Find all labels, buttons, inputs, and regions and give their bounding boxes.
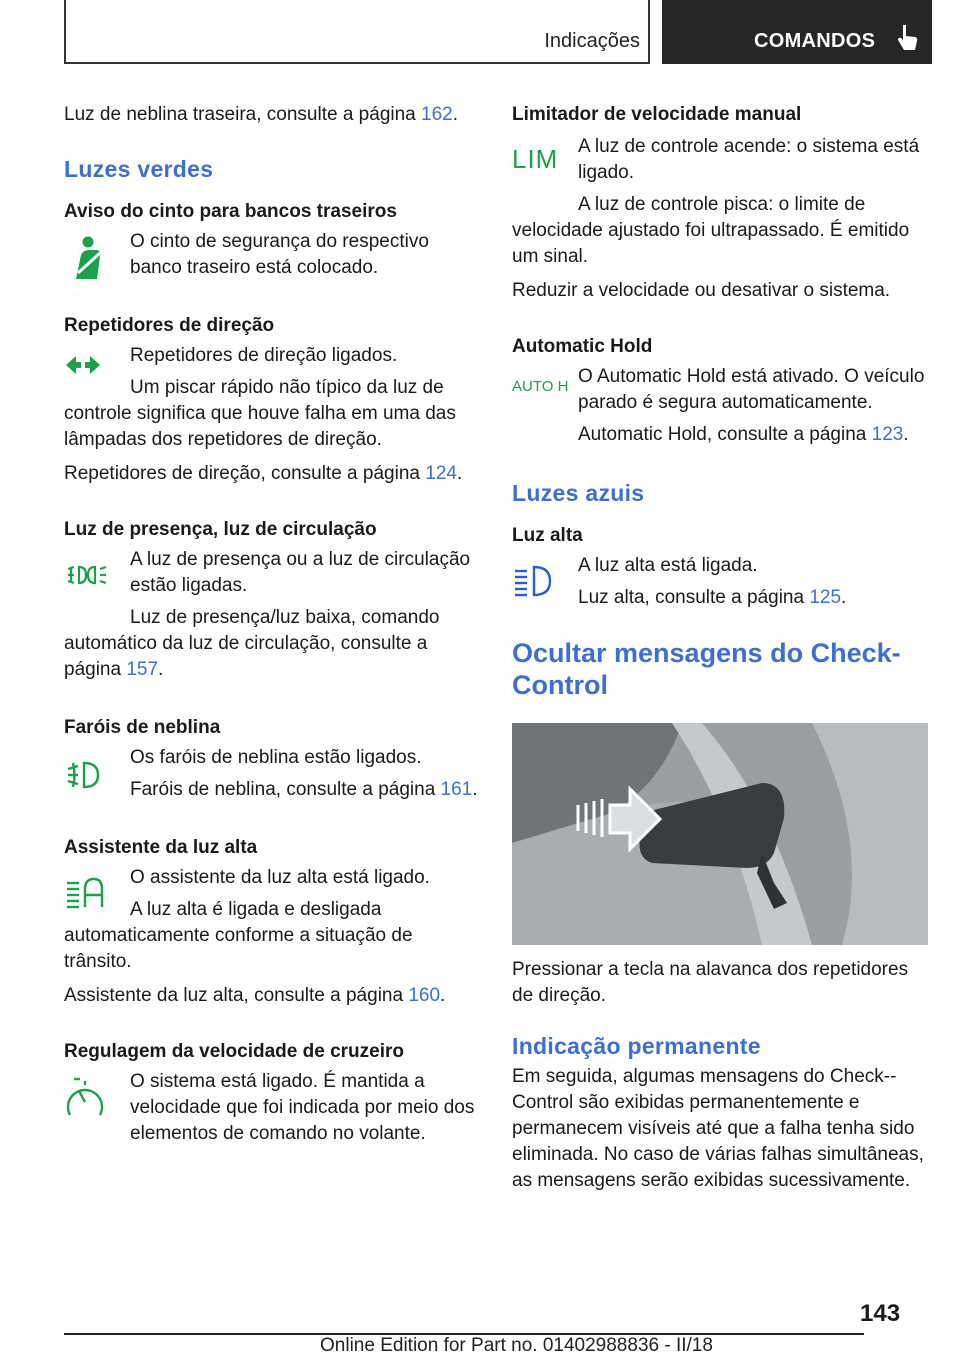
- header-rule-left: [64, 0, 66, 64]
- fog-lights-reference: Faróis de neblina, consulte a página 161.: [130, 779, 478, 800]
- seatbelt-icon: [64, 229, 130, 289]
- high-beam-assist-title: Assistente da luz alta: [64, 837, 258, 858]
- parking-lights-text1: A luz de presença ou a luz de circulação estão ligadas.: [130, 549, 471, 596]
- section-tab[interactable]: Indicações: [544, 30, 640, 52]
- turn-signals-text2: Um piscar rápido não típico da luz de controle significa que houve falha em uma das lâmpadas dos repetidores de direção.: [64, 377, 456, 450]
- parking-lights-title: Luz de presença, luz de circulação: [64, 519, 377, 540]
- header-rule-bottom: [64, 62, 650, 64]
- permanent-indication-heading: Indicação permanente: [512, 1033, 761, 1059]
- automatic-hold-title: Automatic Hold: [512, 336, 653, 357]
- seatbelt-title: Aviso do cinto para bancos traseiros: [64, 201, 397, 222]
- high-beam-assist-entry: [64, 865, 480, 975]
- chapter-tab[interactable]: [662, 0, 932, 64]
- permanent-indication-text: Em seguida, algumas mensagens do Check--Control são exibidas permanentemente e permanecem visíveis até que a falha tenha sido eliminada. No caso de várias falhas simultâneas, as mensagens serão exibidas sucessivamente.: [512, 1066, 924, 1191]
- page-link-125[interactable]: 125: [809, 587, 842, 608]
- hide-check-control-heading: Ocultar mensagens do Check-Control: [512, 638, 901, 700]
- turn-signal-stalk-illustration: [512, 723, 928, 945]
- high-beam-reference: Luz alta, consulte a página 125.: [578, 587, 847, 608]
- parking-lights-entry: [64, 547, 480, 683]
- turn-signals-reference: Repetidores de direção, consulte a página 124.: [64, 463, 463, 484]
- fog-rear-reference: Luz de neblina traseira, consulte a página 162.: [64, 104, 459, 125]
- cruise-control-icon: [64, 1069, 130, 1129]
- turn-signal-stalk-photo: [512, 723, 928, 945]
- left-column: [64, 100, 480, 1147]
- header-rule-right: [648, 0, 650, 64]
- page-number: 143: [860, 1300, 901, 1327]
- auto-hold-icon: AUTO H: [512, 378, 569, 395]
- hand-pointer-icon: [897, 24, 919, 52]
- speed-limiter-title: Limitador de velocidade manual: [512, 104, 802, 125]
- parking-lights-icon: [64, 547, 130, 607]
- cruise-control-title: Regulagem da velocidade de cruzeiro: [64, 1041, 404, 1062]
- automatic-hold-text1: O Automatic Hold está ativado. O veículo parado é segura automaticamente.: [578, 366, 925, 413]
- edition-footer: Online Edition for Part no. 01402988836 - II/18: [320, 1335, 713, 1356]
- speed-limiter-text2: A luz de controle pisca: o limite de velocidade ajustado foi ultrapassado. É emitido um sinal.: [512, 194, 910, 267]
- page-link-124[interactable]: 124: [425, 463, 457, 484]
- page-link-160[interactable]: 160: [408, 985, 441, 1006]
- page-link-123[interactable]: 123: [871, 424, 904, 445]
- high-beam-entry: [512, 553, 928, 611]
- fog-light-icon: [64, 745, 130, 805]
- seatbelt-entry: [64, 229, 480, 281]
- turn-signals-entry: [64, 343, 480, 453]
- fog-lights-entry: [64, 745, 480, 803]
- turn-signal-arrows-icon: [64, 343, 130, 403]
- high-beam-title: Luz alta: [512, 525, 583, 546]
- cruise-control-entry: [64, 1069, 480, 1147]
- chapter-tab-label: COMANDOS: [754, 30, 876, 52]
- parking-lights-text2: Luz de presença/luz baixa, comando automático da luz de circulação, consulte a página 157.: [64, 607, 440, 680]
- turn-signals-title: Repetidores de direção: [64, 315, 275, 336]
- seatbelt-text: O cinto de segurança do respectivo banco traseiro está colocado.: [130, 231, 429, 278]
- page-link-162[interactable]: 162: [421, 104, 453, 125]
- lim-icon: LIM: [512, 144, 559, 174]
- automatic-hold-reference: Automatic Hold, consulte a página 123.: [578, 424, 909, 445]
- speed-limiter-entry: [512, 134, 928, 270]
- speed-limiter-text1: A luz de controle acende: o sistema está ligado.: [578, 136, 920, 183]
- automatic-hold-entry: [512, 364, 928, 448]
- cruise-control-text1: O sistema está ligado. É mantida a velocidade que foi indicada por meio dos elementos de comando no volante.: [130, 1071, 475, 1144]
- blue-lights-heading: Luzes azuis: [512, 480, 645, 506]
- high-beam-assist-icon: [64, 865, 130, 925]
- page-link-161[interactable]: 161: [440, 779, 473, 800]
- fog-lights-title: Faróis de neblina: [64, 717, 221, 738]
- high-beam-assist-text2: A luz alta é ligada e desligada automaticamente conforme a situação de trânsito.: [64, 899, 413, 972]
- speed-limiter-text3: Reduzir a velocidade ou desativar o sistema.: [512, 280, 891, 301]
- high-beam-text1: A luz alta está ligada.: [578, 555, 758, 576]
- green-lights-heading: Luzes verdes: [64, 156, 214, 182]
- right-column: [512, 100, 928, 1194]
- page-link-157[interactable]: 157: [126, 659, 159, 680]
- photo-caption: Pressionar a tecla na alavanca dos repetidores de direção.: [512, 959, 909, 1006]
- turn-signals-text1: Repetidores de direção ligados.: [130, 345, 398, 366]
- high-beam-assist-text1: O assistente da luz alta está ligado.: [130, 867, 430, 888]
- fog-lights-text1: Os faróis de neblina estão ligados.: [130, 747, 422, 768]
- high-beam-icon: [512, 553, 578, 613]
- high-beam-assist-reference: Assistente da luz alta, consulte a página 160.: [64, 985, 446, 1006]
